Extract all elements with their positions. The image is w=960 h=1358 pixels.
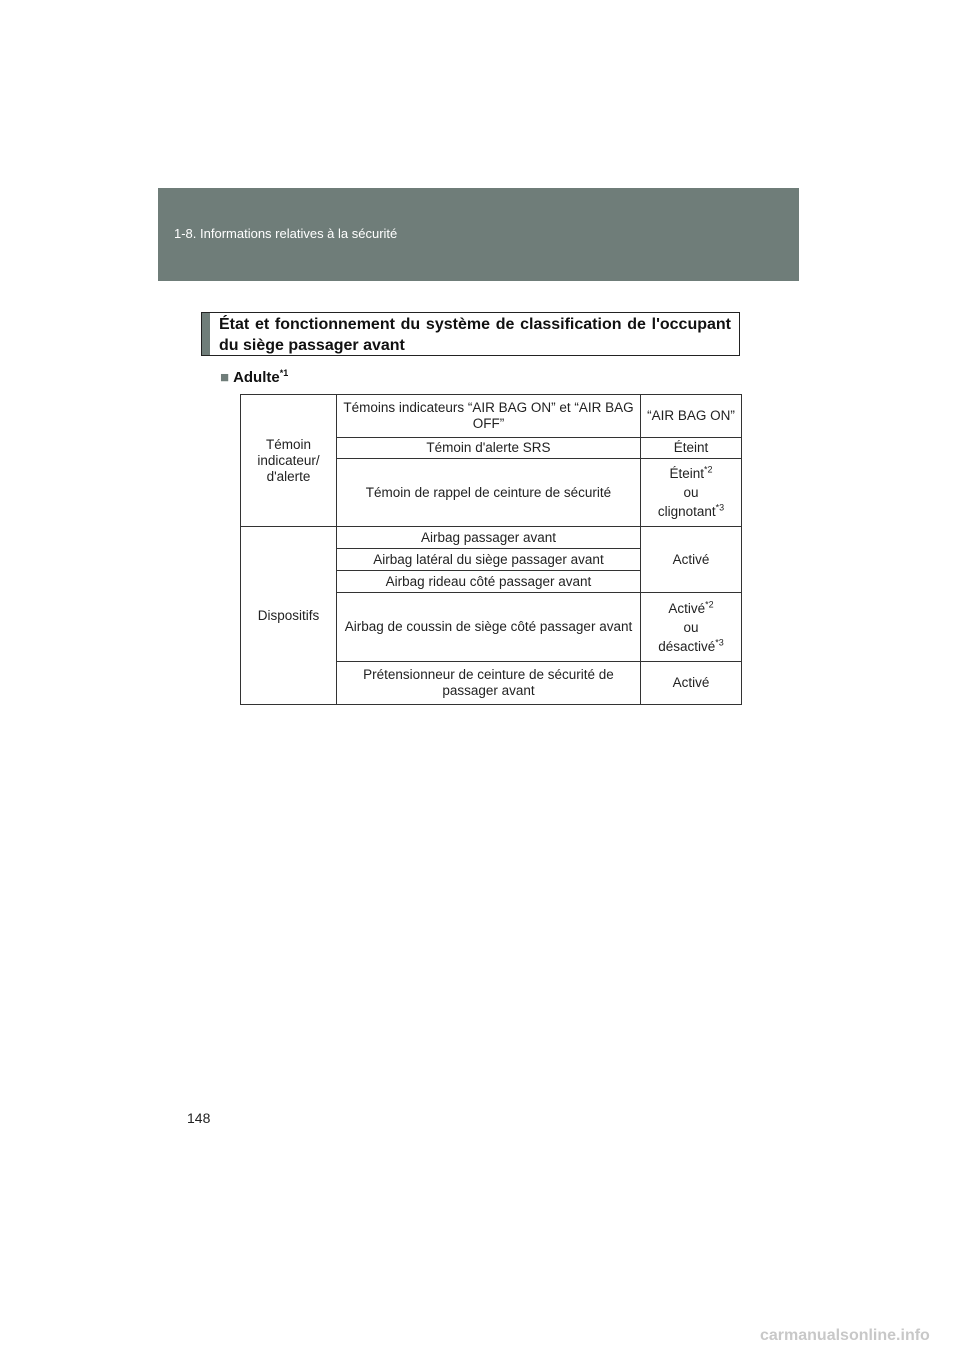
table-cell-item: Prétensionneur de ceinture de sécurité de passager avant xyxy=(337,662,641,705)
subheading-label: Adulte xyxy=(233,369,280,386)
state-text: Éteint xyxy=(669,466,704,481)
table-cell-item: Airbag passager avant xyxy=(337,527,641,549)
footnote-ref: *1 xyxy=(279,368,289,378)
footnote-ref: *3 xyxy=(715,637,724,647)
subheading-adult xyxy=(220,369,288,386)
state-text: clignotant xyxy=(657,504,716,519)
table-row xyxy=(241,395,742,438)
table-row xyxy=(241,527,742,549)
state-text: ou xyxy=(683,485,699,500)
square-bullet-icon: ■ xyxy=(220,369,230,386)
table-cell-state: “AIR BAG ON” xyxy=(641,395,742,438)
state-text: désactivé xyxy=(658,638,716,654)
table-cell-state: Activé xyxy=(641,662,742,705)
watermark: carmanualsonline.info xyxy=(760,1327,930,1344)
state-text: ou xyxy=(683,619,699,635)
section-title-box xyxy=(201,312,740,356)
section-label: 1-8. Informations relatives à la sécurité xyxy=(174,226,398,241)
table-cell-item: Airbag rideau côté passager avant xyxy=(337,571,641,593)
table-cell-state xyxy=(641,459,742,527)
title-accent-bar xyxy=(202,313,210,355)
footnote-ref: *2 xyxy=(704,464,713,475)
footnote-ref: *2 xyxy=(705,599,714,609)
table-cell-state: Éteint xyxy=(641,438,742,459)
status-table xyxy=(240,394,742,705)
table-cell-item: Airbag latéral du siège passager avant xyxy=(337,549,641,571)
table-cell-state: Activé xyxy=(641,527,742,593)
footnote-ref: *3 xyxy=(715,502,725,513)
table-cell-item: Témoin d'alerte SRS xyxy=(337,438,641,459)
group-label-indicator: Témoin indicateur/ d'alerte xyxy=(241,395,337,527)
table-cell-state xyxy=(641,593,742,662)
section-title: État et fonctionnement du système de classification de l'occupant du siège passager avant xyxy=(219,316,731,354)
group-label-devices: Dispositifs xyxy=(241,527,337,705)
state-text: Activé xyxy=(668,600,706,616)
table-cell-item: Témoins indicateurs “AIR BAG ON” et “AIR BAG OFF” xyxy=(337,395,641,438)
table-cell-item: Témoin de rappel de ceinture de sécurité xyxy=(337,459,641,527)
table-cell-item: Airbag de coussin de siège côté passager avant xyxy=(337,593,641,662)
page-number: 148 xyxy=(187,1110,211,1126)
